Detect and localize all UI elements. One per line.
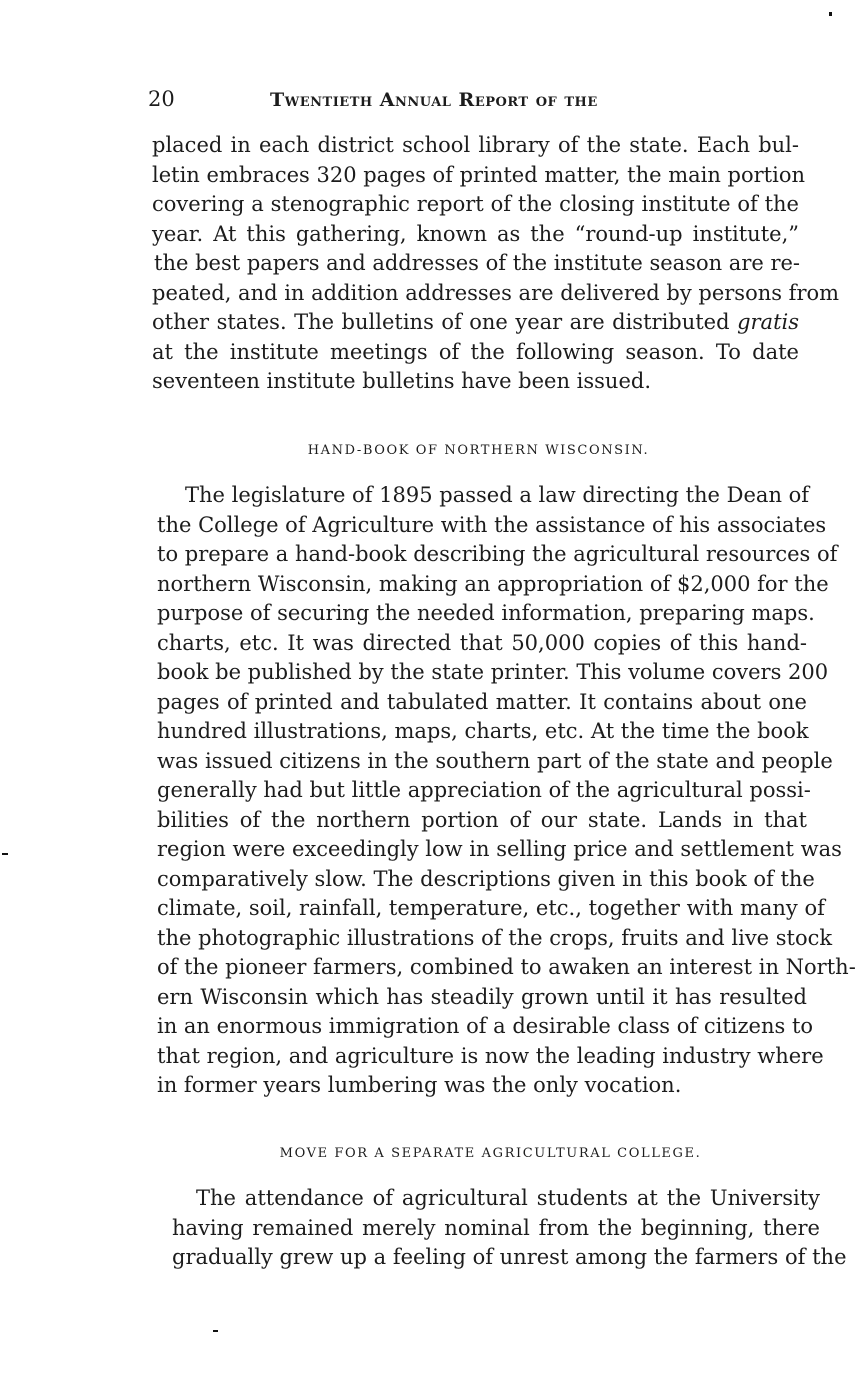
text-line: the best papers and addresses of the institute season are re- (154, 251, 801, 275)
text-line: of the pioneer farmers, combined to awaken an interest in North- (157, 955, 856, 979)
text-line: at the institute meetings of the following season. To date (152, 339, 799, 364)
paragraph-agricultural-college (172, 1184, 847, 1273)
text-line: book be published by the state printer. This volume covers 200 (157, 660, 829, 684)
text-line: that region, and agriculture is now the leading industry where (157, 1043, 824, 1068)
section-heading: HAND-BOOK OF NORTHERN WISCONSIN. (307, 443, 650, 458)
text-line: was issued citizens in the southern part of the state and people (157, 748, 833, 773)
text-line: climate, soil, rainfall, temperature, etc., together with many of (157, 896, 825, 920)
text-line: hundred illustrations, maps, charts, etc. At the time the book (157, 719, 809, 743)
scan-speck (213, 1330, 218, 1332)
text-line (152, 308, 799, 338)
text-line: comparatively slow. The descriptions given in this book of the (157, 866, 815, 891)
text-line: northern Wisconsin, making an appropriation of $2,000 for the (157, 571, 829, 596)
text-line: The attendance of agricultural students at the University (196, 1186, 820, 1210)
section-heading: MOVE FOR A SEPARATE AGRICULTURAL COLLEGE. (279, 1146, 702, 1161)
text-fragment: other states. The bulletins of one year are distributed (152, 310, 730, 334)
text-line: generally had but little appreciation of the agricultural possi- (157, 778, 811, 802)
page-number: 20 (148, 87, 175, 111)
text-line: in former years lumbering was the only vocation. (157, 1073, 682, 1097)
text-line: gradually grew up a feeling of unrest among the farmers of the (172, 1245, 847, 1269)
text-line: letin embraces 320 pages of printed matter, the main portion (152, 162, 806, 187)
text-line: covering a stenographic report of the closing institute of the (152, 192, 799, 216)
text-line: peated, and in addition addresses are delivered by persons from (152, 280, 840, 305)
text-line: year. At this gathering, known as the “round-up institute,” (152, 221, 799, 246)
text-line: The legislature of 1895 passed a law directing the Dean of (185, 483, 810, 507)
text-line: region were exceedingly low in selling price and settlement was (157, 837, 842, 861)
page-header (148, 87, 808, 117)
text-line: ern Wisconsin which has steadily grown until it has resulted (157, 984, 807, 1009)
text-line: the College of Agriculture with the assistance of his associates (157, 512, 827, 537)
text-line: the photographic illustrations of the crops, fruits and live stock (157, 925, 833, 950)
running-title: Twentieth Annual Report of the (270, 89, 598, 111)
italic-word: gratis (737, 310, 799, 334)
scan-speck (829, 12, 832, 16)
text-line: pages of printed and tabulated matter. It contains about one (157, 689, 807, 714)
text-line: having remained merely nominal from the beginning, there (172, 1215, 820, 1240)
paragraph-handbook (157, 481, 856, 1101)
text-line: purpose of securing the needed information, preparing maps. (157, 601, 815, 625)
text-line: charts, etc. It was directed that 50,000 copies of this hand- (157, 630, 807, 655)
text-line: placed in each district school library of the state. Each bul- (152, 133, 799, 157)
text-line: to prepare a hand-book describing the agricultural resources of (157, 542, 838, 566)
text-line: seventeen institute bulletins have been issued. (152, 369, 652, 393)
paragraph-bulletins (152, 131, 840, 397)
scan-speck (2, 853, 8, 855)
text-line: in an enormous immigration of a desirable class of citizens to (157, 1014, 814, 1038)
text-line: bilities of the northern portion of our state. Lands in that (157, 807, 807, 832)
